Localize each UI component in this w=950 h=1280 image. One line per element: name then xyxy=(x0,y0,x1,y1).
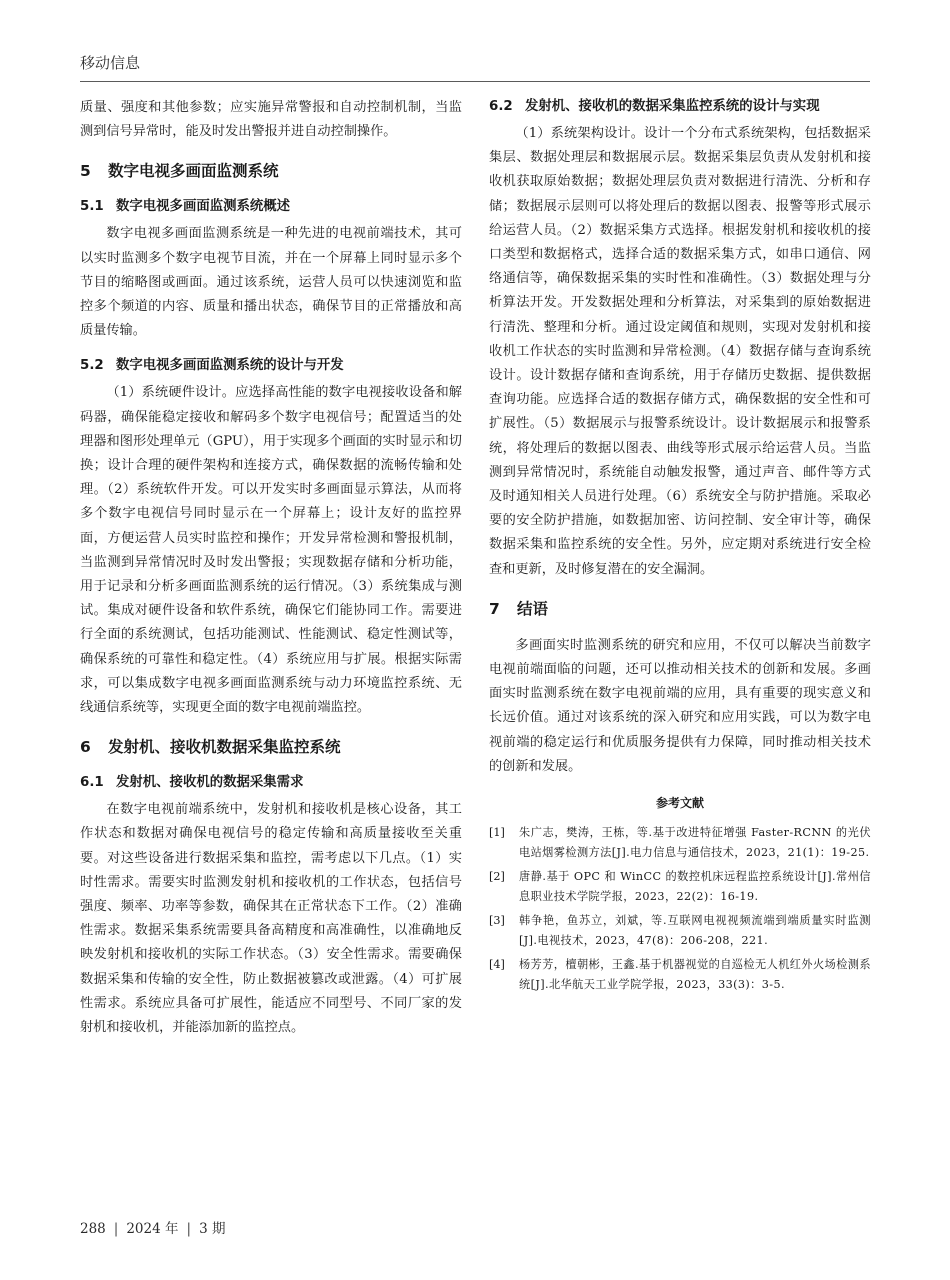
section-title: 数字电视多画面监测系统概述 xyxy=(116,199,291,215)
reference-item xyxy=(489,911,871,951)
section-7-paragraph: 多画面实时监测系统的研究和应用，不仅可以解决当前数字电视前端面临的问题，还可以推动相关技术的创新和发展。多画面实时监测系统在数字电视前端的应用，具有重要的现实意义和长远价值。通过对该系统的深入研究和应用实践，可以为数字电视前端的稳定运行和优质服务提供有力保障，同时推动相关技术的创新和发展。 xyxy=(489,637,871,774)
reference-number: [3] xyxy=(489,914,505,928)
reference-number: [2] xyxy=(489,870,505,884)
references-title: 参考文献 xyxy=(655,796,704,811)
reference-item xyxy=(489,955,871,995)
section-7-heading xyxy=(489,598,871,620)
left-column xyxy=(80,96,462,1040)
section-5-2-heading xyxy=(80,355,462,377)
reference-text: 唐静.基于 OPC 和 WinCC 的数控机床远程监控系统设计[J].常州信息职业技术学院学报，2023，22(2)：16-19. xyxy=(519,870,871,904)
section-6-2-paragraph: （1）系统架构设计。设计一个分布式系统架构，包括数据采集层、数据处理层和数据展示层。数据采集层负责从发射机和接收机获取原始数据；数据处理层负责对数据进行清洗、分析和存储；数据展示层则可以将处理后的数据以图表、报警等形式展示给运营人员。（2）数据采集方式选择。根据发射机和接收机的接口类型和数据格式，选择合适的数据采集方式，如串口通信、网络通信等，确保数据采集的实时性和准确性。（3）数据处理与分析算法开发。开发数据处理和分析算法，对采集到的原始数据进行清洗、整理和分析。通过设定阈值和规则，实现对发射机和接收机工作状态的实时监测和异常检测。（4）数据存储与查询系统设计。设计数据存储和查询系统，用于存储历史数据、提供数据查询功能。应选择合适的数据存储方式，确保数据的安全性和可扩展性。（5）数据展示与报警系统设计。设计数据展示和报警系统，将处理后的数据以图表、曲线等形式展示给运营人员。当监测到异常情况时，系统能自动触发报警，通过声音、邮件等方式及时通知相关人员进行处理。（6）系统安全与防护措施。采取必要的安全防护措施，如数据加密、访问控制、安全审计等，确保数据采集和监控系统的安全性。另外，应定期对系统进行安全检查和更新，及时修复潜在的安全漏洞。 xyxy=(489,126,871,577)
section-5-1-heading xyxy=(80,196,462,218)
issue-year: 2024 年 xyxy=(126,1221,179,1237)
reference-text: 朱广志，樊涛，王栋，等.基于改进特征增强 Faster-RCNN 的光伏电站烟雾检测方法[J].电力信息与通信技术，2023，21(1)：19-25. xyxy=(519,826,871,860)
reference-text: 杨芳芳，檀朝彬，王鑫.基于机器视觉的自巡检无人机红外火场检测系统[J].北华航天工业学院学报，2023，33(3)：3-5. xyxy=(519,958,871,992)
journal-title: 移动信息 xyxy=(80,54,141,72)
section-number: 6 xyxy=(80,738,91,757)
reference-item xyxy=(489,823,871,863)
section-number: 5.1 xyxy=(80,199,104,215)
section-number: 5 xyxy=(80,162,91,181)
header-divider xyxy=(80,81,870,82)
section-5-2-paragraph: （1）系统硬件设计。应选择高性能的数字电视接收设备和解码器，确保能稳定接收和解码多个数字电视信号；配置适当的处理器和图形处理单元（GPU），用于实现多个画面的实时显示和切换；设计合理的硬件架构和连接方式，确保数据的流畅传输和处理。（2）系统软件开发。可以开发实时多画面显示算法，从而将多个数字电视信号同时显示在一个屏幕上；设计友好的监控界面，方便运营人员实时监控和操作；开发异常检测和警报机制，当监测到异常情况时及时发出警报；实现数据存储和分析功能，用于记录和分析多画面监测系统的运行情况。（3）系统集成与测试。集成对硬件设备和软件系统，确保它们能协同工作。需要进行全面的系统测试，包括功能测试、性能测试、稳定性测试等，确保系统的可靠性和稳定性。（4）系统应用与扩展。根据实际需求，可以集成数字电视多画面监测系统与动力环境监控系统、无线通信系统等，实现更全面的数字电视前端监控。 xyxy=(80,385,462,716)
reference-text: 韩争艳，鱼苏立，刘斌，等.互联网电视视频流端到端质量实时监测[J].电视技术，2023，47(8)：206-208，221. xyxy=(519,914,871,948)
section-number: 6.2 xyxy=(489,99,513,114)
section-5-heading xyxy=(80,160,462,182)
reference-item xyxy=(489,867,871,907)
section-title: 数字电视多画面监测系统 xyxy=(108,162,279,181)
issue-number: 3 期 xyxy=(199,1221,226,1237)
section-title: 发射机、接收机的数据采集监控系统的设计与实现 xyxy=(525,99,820,114)
footer-separator: | xyxy=(186,1221,192,1237)
section-6-heading xyxy=(80,736,462,758)
section-title: 发射机、接收机数据采集监控系统 xyxy=(108,738,341,757)
section-6-2-heading xyxy=(489,96,871,118)
page-number: 288 xyxy=(80,1221,106,1237)
section-title: 数字电视多画面监测系统的设计与开发 xyxy=(116,358,344,374)
section-5-1-paragraph: 数字电视多画面监测系统是一种先进的电视前端技术，其可以实时监测多个数字电视节目流，并在一个屏幕上同时显示多个节目的缩略图或画面。通过该系统，运营人员可以快速浏览和监控多个频道的内容、质量和播出状态，确保节目的正常播放和高质量传输。 xyxy=(80,226,462,339)
reference-number: [4] xyxy=(489,958,505,972)
section-title: 发射机、接收机的数据采集需求 xyxy=(116,775,304,791)
section-6-1-heading xyxy=(80,772,462,794)
intro-paragraph: 质量、强度和其他参数；应实施异常警报和自动控制机制，当监测到信号异常时，能及时发出警报并进自动控制操作。 xyxy=(80,100,462,140)
section-title: 结语 xyxy=(517,599,549,618)
page-footer xyxy=(80,1217,225,1237)
section-number: 5.2 xyxy=(80,358,104,374)
right-column xyxy=(489,96,871,999)
section-6-1-paragraph: 在数字电视前端系统中，发射机和接收机是核心设备，其工作状态和数据对确保电视信号的稳定传输和高质量接收至关重要。对这些设备进行数据采集和监控，需考虑以下几点。（1）实时性需求。需要实时监测发射机和接收机的工作状态，包括信号强度、频率、功率等参数，确保其在正常状态下工作。（2）准确性需求。数据采集系统需要具备高精度和高准确性，以准确地反映发射机和接收机的实际工作状态。（3）安全性需求。需要确保数据采集和传输的安全性，防止数据被篡改或泄露。（4）可扩展性需求。系统应具备可扩展性，能适应不同型号、不同厂家的发射机和接收机，并能添加新的监控点。 xyxy=(80,802,462,1036)
section-number: 6.1 xyxy=(80,775,104,791)
section-number: 7 xyxy=(489,599,500,618)
reference-number: [1] xyxy=(489,826,505,840)
footer-separator: | xyxy=(113,1221,119,1237)
